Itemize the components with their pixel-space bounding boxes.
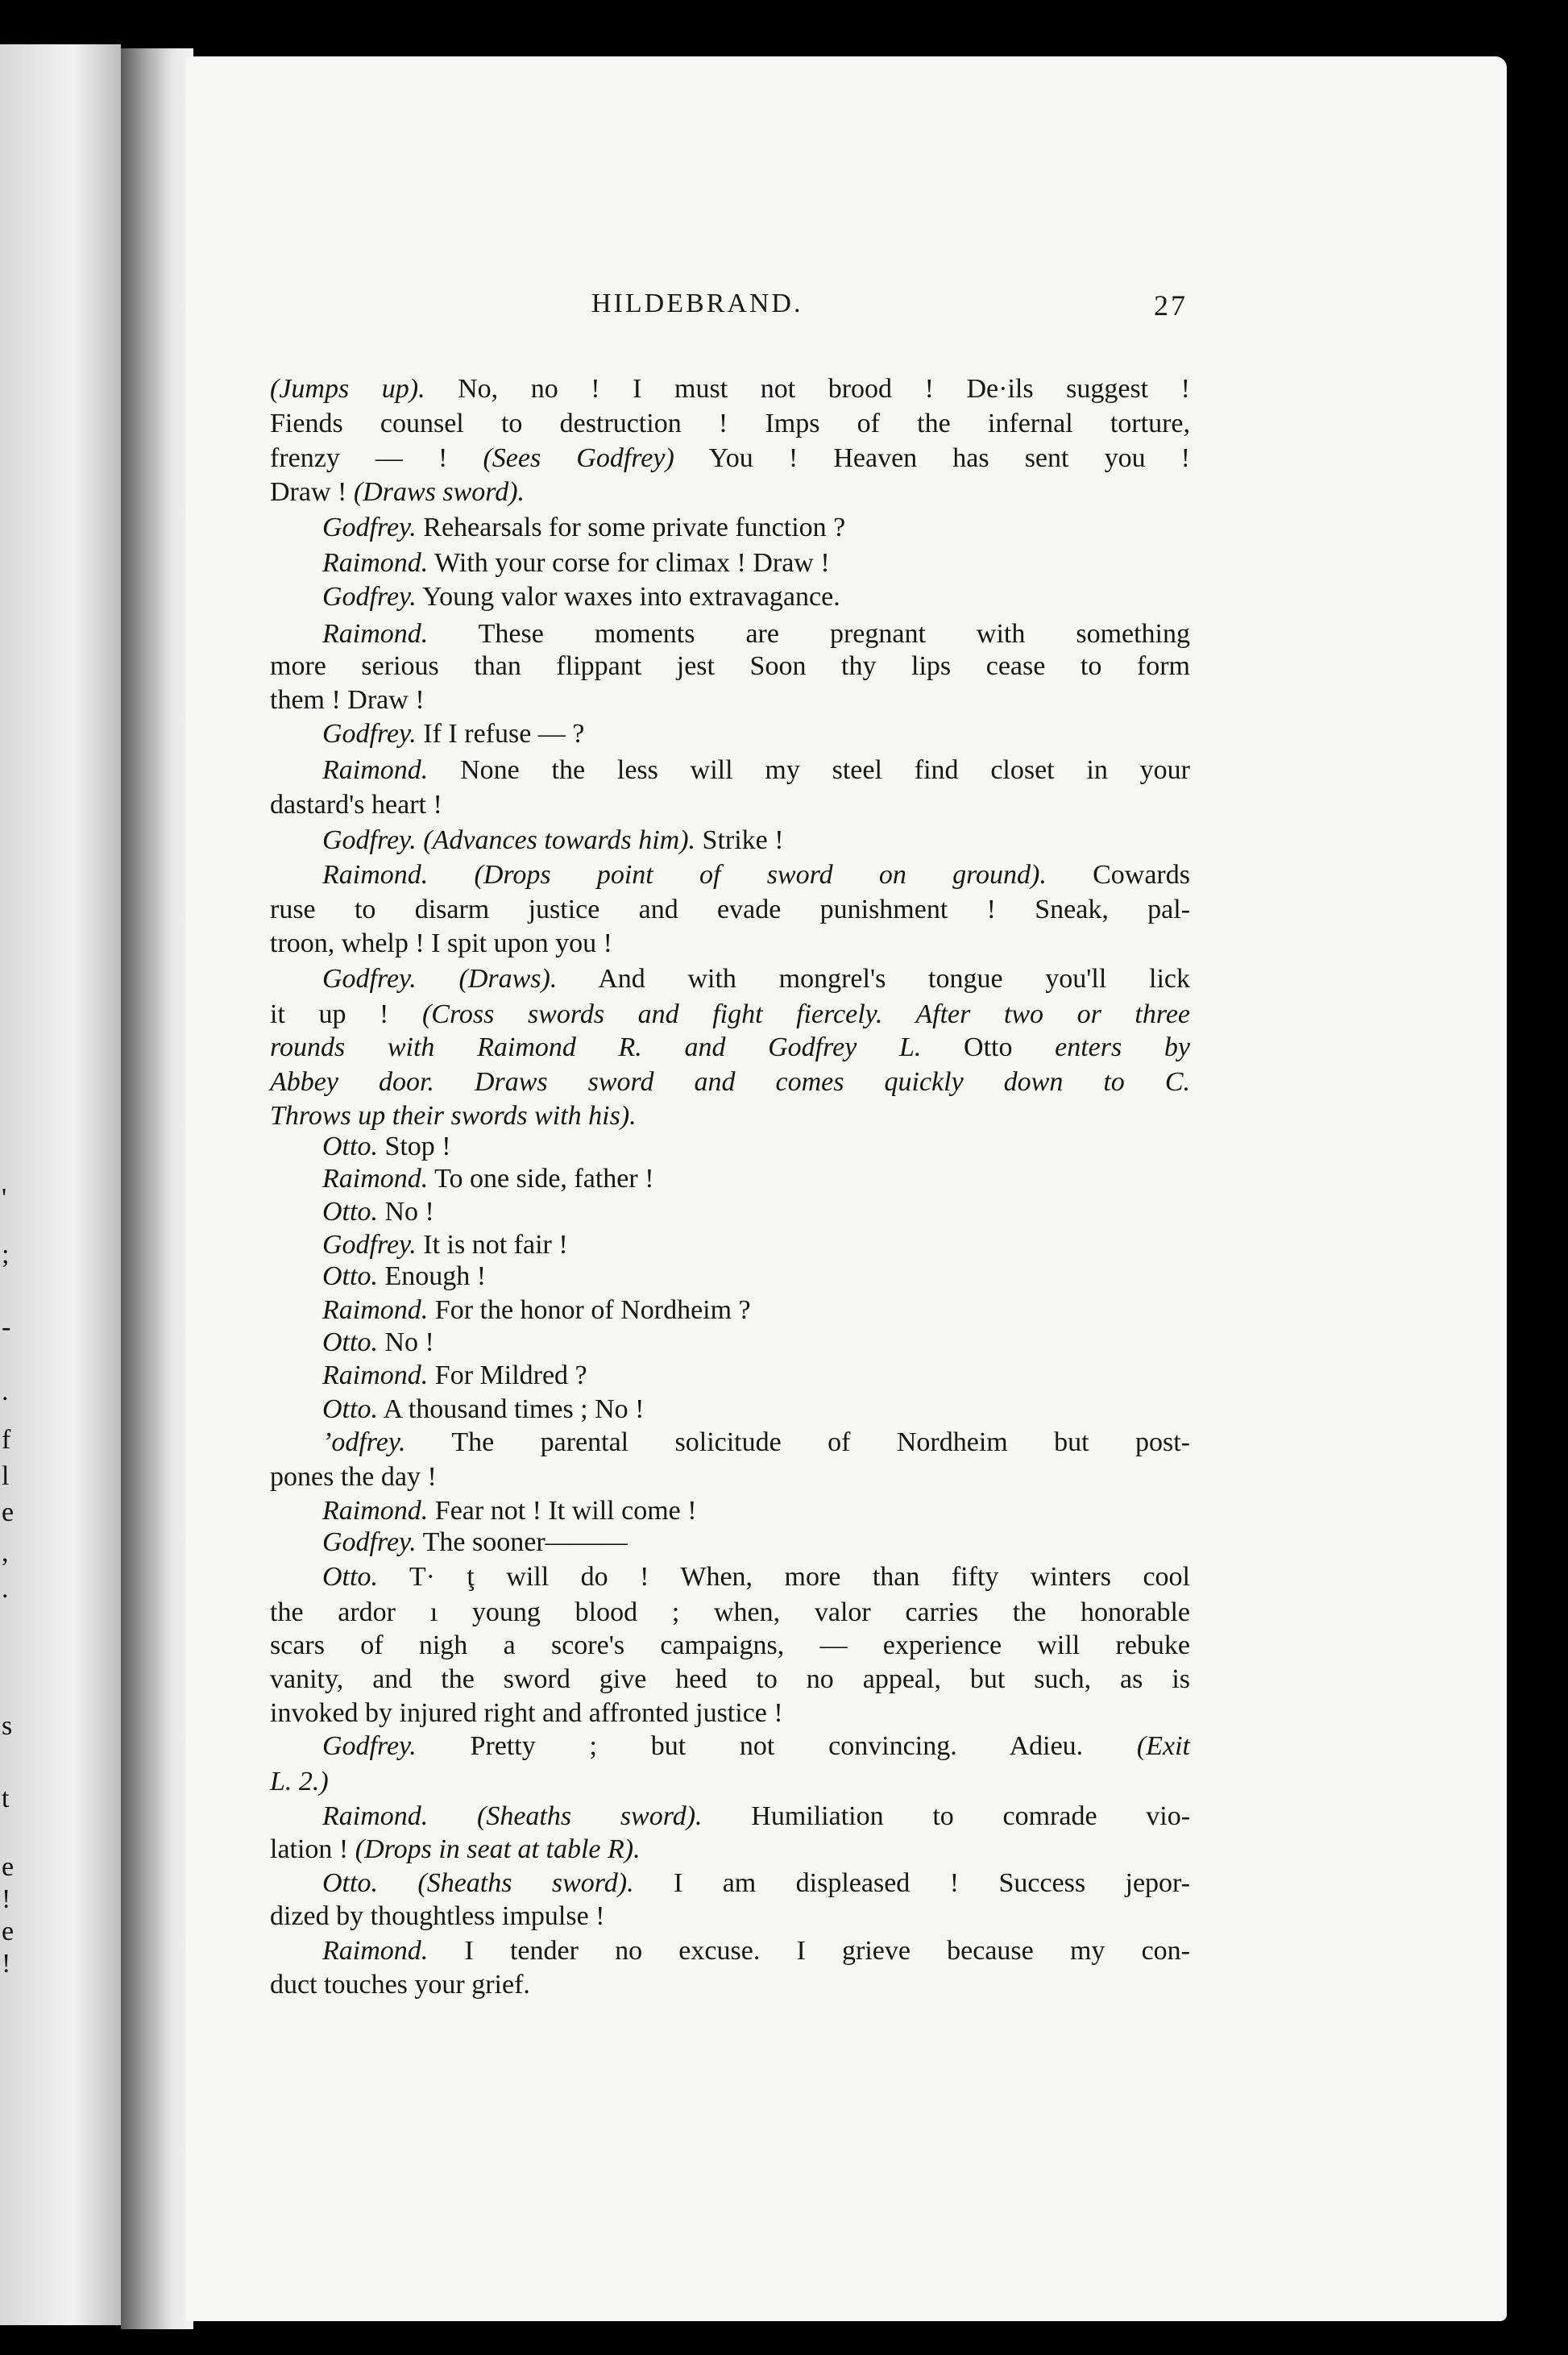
text-line <box>322 1867 1190 1902</box>
dialogue: Enough ! <box>377 1261 487 1291</box>
speaker-name: Godfrey. <box>322 825 417 855</box>
dialogue: the ardor ı young blood ; when, valor carries the honorable <box>270 1597 1190 1627</box>
dialogue: Stop ! <box>377 1132 451 1161</box>
stage-direction: enters by <box>1055 1032 1190 1062</box>
speaker-name: Otto. <box>322 1868 378 1898</box>
speaker-name: Godfrey. <box>322 1230 417 1260</box>
text-line <box>270 1900 1190 1935</box>
speaker-name: Godfrey. <box>322 1527 417 1557</box>
speaker-name: Otto. <box>322 1132 378 1161</box>
text-line <box>270 1663 1190 1698</box>
dialogue: dastard's heart ! <box>270 790 442 820</box>
speaker-name: Otto. <box>322 1261 378 1291</box>
facing-page-fragment: ' <box>2 1183 7 1213</box>
text-line <box>270 1697 1190 1732</box>
text-line <box>270 650 1190 685</box>
text-line <box>322 1526 1190 1561</box>
speaker-name: Otto. <box>322 1197 378 1227</box>
speaker-name: Godfrey. <box>322 964 417 994</box>
stage-direction: (Sees Godfrey) <box>483 443 674 473</box>
dialogue: Cowards <box>1046 860 1190 890</box>
dialogue: No, no ! I must not brood ! De·ils suggest ! <box>425 374 1190 404</box>
text-line <box>270 1596 1190 1631</box>
dialogue: It is not fair ! <box>416 1230 568 1260</box>
stage-direction: (Sheaths sword). <box>417 1868 634 1898</box>
text-line <box>322 1730 1190 1765</box>
dialogue: pones the day ! <box>270 1462 437 1492</box>
text-line <box>322 1800 1190 1835</box>
text-line <box>322 546 1190 582</box>
speaker-name: Raimond. <box>322 548 429 578</box>
dialogue: The sooner——— <box>416 1527 628 1557</box>
speaker-name: Otto. <box>322 1327 378 1357</box>
dialogue: Rehearsals for some private function ? <box>416 513 846 542</box>
text-line <box>322 580 1190 616</box>
stage-direction: (Advances towards him). <box>423 825 696 855</box>
text-line <box>270 1065 1190 1101</box>
dialogue: No ! <box>377 1197 434 1227</box>
dialogue: scars of nigh a score's campaigns, — experience will rebuke <box>270 1630 1190 1660</box>
text-line <box>270 442 1190 477</box>
facing-page-fragment: s <box>2 1711 13 1741</box>
stage-direction: L. 2.) <box>270 1767 329 1796</box>
text-line <box>270 1031 1190 1066</box>
dialogue: more serious than flippant jest Soon thy lips cease to form <box>270 651 1190 681</box>
dialogue: troon, whelp ! I spit upon you ! <box>270 928 612 958</box>
speaker-name: Otto. <box>322 1562 378 1592</box>
facing-page-fragment: l <box>2 1461 10 1491</box>
dialogue: You ! Heaven has sent you ! <box>674 443 1190 473</box>
dialogue <box>378 1868 417 1898</box>
text-line <box>322 1393 1190 1428</box>
stage-direction: (Exit <box>1136 1731 1190 1761</box>
text-line <box>322 858 1190 894</box>
speaker-name: ’odfrey. <box>322 1427 406 1457</box>
stage-direction: (Cross swords and fight fiercely. After two or three <box>421 999 1191 1029</box>
text-line <box>270 1968 1190 2004</box>
dialogue: Humiliation to comrade vio- <box>702 1801 1191 1831</box>
speaker-name: Raimond. <box>322 755 429 785</box>
speaker-name: Godfrey. <box>322 513 417 542</box>
speaker-name: Raimond. <box>322 1936 429 1966</box>
stage-direction: (Draws sword). <box>353 477 525 507</box>
dialogue: For Mildred ? <box>428 1360 587 1390</box>
text-line <box>322 824 1190 859</box>
text-line <box>270 683 1190 719</box>
facing-page-fragment: ; <box>2 1240 10 1269</box>
dialogue: T· ţ will do ! When, more than fifty winters cool <box>377 1562 1190 1592</box>
text-line <box>322 617 1190 653</box>
dialogue: For the honor of Nordheim ? <box>428 1295 751 1325</box>
dialogue: To one side, father ! <box>428 1164 654 1194</box>
text-line <box>270 998 1190 1033</box>
text-line <box>270 407 1190 442</box>
dialogue: The parental solicitude of Nordheim but post- <box>405 1427 1190 1457</box>
facing-page-fragment: e <box>2 1852 15 1882</box>
dialogue: Fiends counsel to destruction ! Imps of the infernal torture, <box>270 409 1190 438</box>
text-line <box>322 1228 1190 1264</box>
speaker-name: Raimond. <box>322 1164 429 1194</box>
speaker-name: Godfrey. <box>322 582 417 612</box>
text-line <box>322 1130 1190 1165</box>
stage-direction: (Drops point of sword on ground). <box>474 860 1047 890</box>
facing-page-fragment: e <box>2 1917 15 1946</box>
text-line <box>322 1294 1190 1329</box>
dialogue <box>428 1801 477 1831</box>
dialogue <box>417 825 424 855</box>
dialogue <box>417 964 459 994</box>
speaker-name: Godfrey. <box>322 719 417 749</box>
dialogue: If I refuse — ? <box>416 719 585 749</box>
text-line <box>322 1494 1190 1530</box>
dialogue: duct touches your grief. <box>270 1970 530 2000</box>
dialogue: vanity, and the sword give heed to no appeal, but such, as is <box>270 1664 1190 1694</box>
text-line <box>322 717 1190 753</box>
dialogue: A thousand times ; No ! <box>377 1394 645 1424</box>
text-line <box>270 1460 1190 1496</box>
text-line <box>270 927 1190 962</box>
text-line <box>270 1833 1190 1868</box>
facing-page-fragment: f <box>2 1425 11 1455</box>
dialogue: None the less will my steel find closet in your <box>428 755 1190 785</box>
dialogue: them ! Draw ! <box>270 685 425 715</box>
dialogue: I am displeased ! Success jepor- <box>633 1868 1190 1898</box>
stage-direction: Abbey door. Draws sword and comes quickly down to C. <box>270 1067 1190 1097</box>
stage-direction: (Sheaths sword). <box>477 1801 703 1831</box>
speaker-name: Otto. <box>322 1394 378 1424</box>
facing-page-fragment: t <box>2 1784 10 1813</box>
dialogue: With your corse for climax ! Draw ! <box>428 548 830 578</box>
facing-page-fragment: . <box>2 1574 9 1604</box>
dialogue: No ! <box>377 1327 434 1357</box>
text-line <box>270 372 1190 408</box>
dialogue: Fear not ! It will come ! <box>428 1496 697 1526</box>
dialogue: I tender no excuse. I grieve because my con- <box>428 1936 1190 1966</box>
dialogue: dized by thoughtless impulse ! <box>270 1901 605 1931</box>
text-line <box>322 1426 1190 1461</box>
speaker-name: Raimond. <box>322 860 429 890</box>
text-line <box>322 962 1190 998</box>
dialogue: ruse to disarm justice and evade punishment ! Sneak, pal- <box>270 895 1190 924</box>
speaker-name: Godfrey. <box>322 1731 417 1761</box>
text-line <box>270 476 1190 511</box>
dialogue: lation ! <box>270 1834 355 1864</box>
facing-page-fragment: . <box>2 1377 9 1406</box>
dialogue: These moments are pregnant with something <box>428 619 1190 649</box>
dialogue: Pretty ; but not convincing. Adieu. <box>416 1731 1137 1761</box>
speaker-name: Raimond. <box>322 619 429 649</box>
text-line <box>322 1195 1190 1231</box>
text-line <box>270 1765 1190 1801</box>
facing-page-fragment: - <box>2 1312 11 1342</box>
speaker-name: Raimond. <box>322 1360 429 1390</box>
speaker-name: (Jumps up). <box>270 374 425 404</box>
text-line <box>322 1359 1190 1394</box>
speaker-name: Raimond. <box>322 1496 429 1526</box>
speaker-name: Raimond. <box>322 1801 429 1831</box>
text-line <box>322 1326 1190 1361</box>
text-line <box>322 754 1190 789</box>
dialogue: And with mongrel's tongue you'll lick <box>557 964 1191 994</box>
dialogue: invoked by injured right and affronted justice ! <box>270 1698 783 1728</box>
text-line <box>270 1629 1190 1664</box>
facing-page-fragment: e <box>2 1497 15 1527</box>
stage-direction: Throws up their swords with his). <box>270 1101 637 1131</box>
dialogue: Young valor waxes into extravagance. <box>416 582 840 612</box>
running-title: HILDEBRAND. <box>591 289 803 318</box>
dialogue: frenzy — ! <box>270 443 483 473</box>
speaker-name: Raimond. <box>322 1295 429 1325</box>
facing-page-fragment: ! <box>2 1949 11 1979</box>
stage-direction: rounds with Raimond R. and Godfrey L. <box>270 1032 922 1062</box>
text-line <box>322 1934 1190 1970</box>
text-line <box>322 1162 1190 1198</box>
facing-page-fragment: , <box>2 1538 9 1568</box>
page-number: 27 <box>1154 289 1188 322</box>
stage-direction: (Drops in seat at table R). <box>355 1834 641 1864</box>
text-line <box>322 1260 1190 1295</box>
text-line <box>270 893 1190 928</box>
text-line <box>322 511 1190 546</box>
dialogue: Strike ! <box>695 825 784 855</box>
dialogue: Draw ! <box>270 477 354 507</box>
dialogue <box>428 860 474 890</box>
facing-page-fragment: ! <box>2 1884 11 1914</box>
text-line <box>270 788 1190 824</box>
dialogue: Otto <box>921 1032 1056 1062</box>
text-line <box>322 1560 1190 1596</box>
stage-direction: (Draws). <box>458 964 558 994</box>
dialogue: it up ! <box>270 999 422 1029</box>
